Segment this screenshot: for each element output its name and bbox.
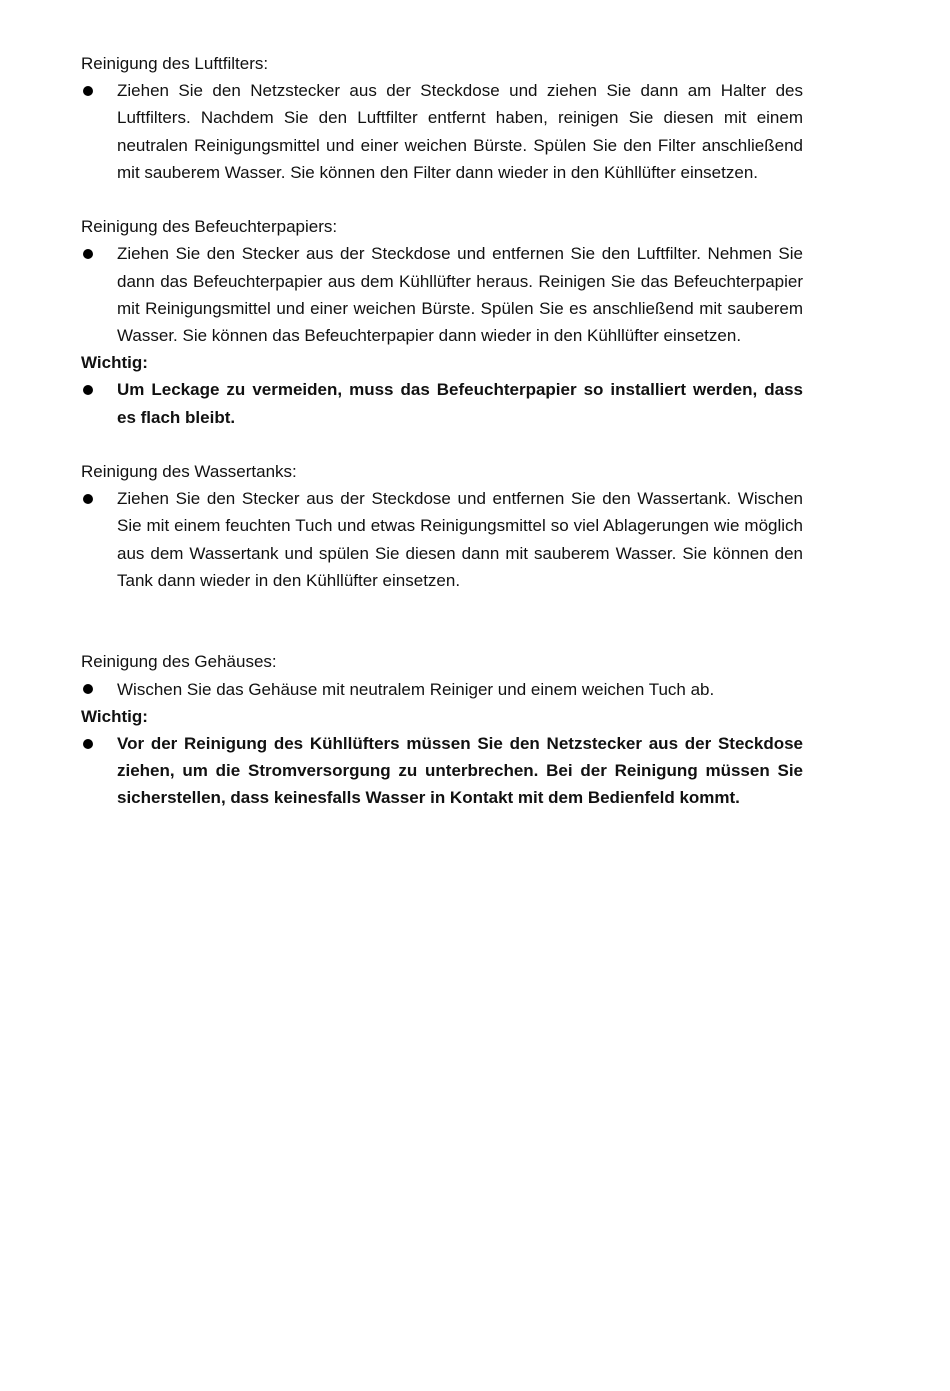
list-item-housing — [81, 676, 803, 703]
bullet-dot-icon — [83, 249, 93, 259]
important-label: Wichtig: — [81, 353, 148, 373]
bullet-dot-icon — [83, 684, 93, 694]
list-item-humidifier-paper — [81, 240, 803, 349]
list-item-text: Wischen Sie das Gehäuse mit neutralem Reiniger und einem weichen Tuch ab. — [117, 679, 715, 699]
bullet-dot-icon — [83, 385, 93, 395]
list-item-text: Ziehen Sie den Stecker aus der Steckdose und entfernen Sie den Luftfilter. Nehmen Sie dann das Befeuchterpapier aus dem Kühllüfter heraus. Reinigen Sie das Befeuchterpapier mit Reinigungsmittel und einer weichen Bürste. Spülen Sie es anschließend mit sauberem Wasser. Sie können das Befeuchterpapier dann wieder in den Kühllüfter einsetzen. — [117, 244, 803, 346]
list-item-important-housing — [81, 730, 803, 812]
section-heading-water-tank: Reinigung des Wassertanks: — [81, 462, 297, 482]
bullet-dot-icon — [83, 86, 93, 96]
section-heading-air-filter: Reinigung des Luftfilters: — [81, 54, 269, 73]
list-item-text: Vor der Reinigung des Kühllüfters müssen Sie den Netzstecker aus der Steckdose ziehen, um die Stromversorgung zu unterbrechen. Bei der Reinigung müssen Sie sicherstellen, dass keinesfalls Wasser in Kontakt mit dem Bedienfeld kommt. — [117, 734, 803, 808]
list-item-text: Ziehen Sie den Netzstecker aus der Steckdose und ziehen Sie dann am Halter des Luftfilters. Nachdem Sie den Luftfilter entfernt haben, reinigen Sie diesen mit einem neutralen Reinigungsmittel und einer weichen Bürste. Spülen Sie den Filter anschließend mit sauberem Wasser. Sie können den Filter dann wieder in den Kühllüfter einsetzen. — [117, 81, 803, 182]
list-item-important-humidifier — [81, 376, 803, 430]
bullet-dot-icon — [83, 739, 93, 749]
spacer — [81, 594, 803, 648]
list-item-text: Um Leckage zu vermeiden, muss das Befeuchterpapier so installiert werden, dass es flach bleibt. — [117, 380, 803, 427]
spacer — [81, 186, 803, 213]
section-heading-housing: Reinigung des Gehäuses: — [81, 652, 277, 672]
spacer — [81, 431, 803, 458]
section-heading-humidifier-paper: Reinigung des Befeuchterpapiers: — [81, 217, 338, 237]
list-item-air-filter — [81, 77, 803, 186]
list-item-water-tank — [81, 485, 803, 594]
important-label: Wichtig: — [81, 706, 148, 726]
list-item-text: Ziehen Sie den Stecker aus der Steckdose und entfernen Sie den Wassertank. Wischen Sie mit einem feuchten Tuch und etwas Reinigungsmittel so viel Ablagerungen wie möglich aus dem Wassertank und spülen Sie diesen dann mit sauberem Wasser. Sie können den Tank dann wieder in den Kühllüfter einsetzen. — [117, 489, 803, 590]
document-page — [81, 50, 803, 812]
bullet-dot-icon — [83, 494, 93, 504]
